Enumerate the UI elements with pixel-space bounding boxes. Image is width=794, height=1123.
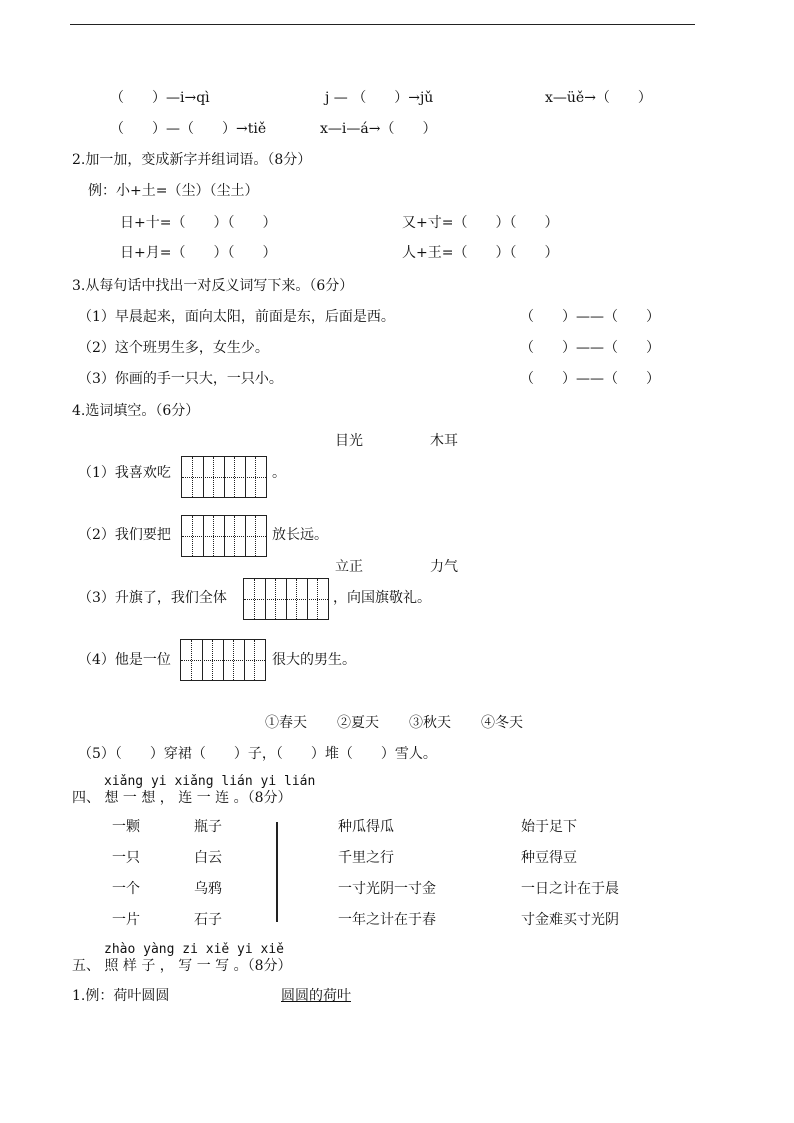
match-item[interactable]: 一个 xyxy=(112,881,140,897)
season-option: ③秋天 xyxy=(409,715,451,731)
match-item[interactable]: 一片 xyxy=(112,912,140,928)
match-item[interactable]: 一颗 xyxy=(112,819,140,835)
example-text: 例：小+土=（尘）（尘土） xyxy=(88,183,259,199)
word-choice: 力气 xyxy=(430,559,458,575)
match-item[interactable]: 种瓜得瓜 xyxy=(338,819,394,835)
sentence-end: ，向国旗敬礼。 xyxy=(333,590,431,606)
example-answer: 圆圆的荷叶 xyxy=(281,988,351,1004)
writing-grid[interactable] xyxy=(181,515,267,557)
sentence: （5）（ ）穿裙（ ）子，（ ）堆（ ）雪人。 xyxy=(78,746,437,762)
section-pinyin: xiǎng yi xiǎng lián yi lián xyxy=(104,774,316,789)
writing-grid[interactable] xyxy=(243,578,329,620)
match-item[interactable]: 一日之计在于晨 xyxy=(521,881,619,897)
match-item[interactable]: 一寸光阴一寸金 xyxy=(338,881,436,897)
column-divider xyxy=(276,822,278,922)
blank-item: 日+十=（ ）（ ） xyxy=(120,215,277,231)
writing-grid[interactable] xyxy=(181,456,267,498)
match-item[interactable]: 寸金难买寸光阴 xyxy=(521,912,619,928)
sentence: （2）我们要把 xyxy=(78,527,171,543)
pinyin-item: （ ）—（ ）→tiě xyxy=(110,121,267,137)
blank-item: 日+月=（ ）（ ） xyxy=(120,245,277,261)
answer-blank: （ ）——（ ） xyxy=(520,371,660,387)
word-choice: 目光 xyxy=(335,433,363,449)
question-title: 2.加一加，变成新字并组词语。（8分） xyxy=(72,152,312,168)
section-title: 五、 照 样 子 ， 写 一 写 。（8分） xyxy=(72,958,292,974)
sentence-end: 很大的男生。 xyxy=(272,652,356,668)
match-item[interactable]: 始于足下 xyxy=(521,819,577,835)
pinyin-item: j — （ ）→jǔ xyxy=(325,90,434,106)
match-item[interactable]: 一只 xyxy=(112,850,140,866)
match-item[interactable]: 千里之行 xyxy=(338,850,394,866)
word-choice: 木耳 xyxy=(430,433,458,449)
header-rule xyxy=(70,24,695,25)
match-item[interactable]: 白云 xyxy=(194,850,222,866)
sentence: （3）你画的手一只大，一只小。 xyxy=(78,371,283,387)
sentence: （1）早晨起来，面向太阳，前面是东，后面是西。 xyxy=(78,309,395,325)
writing-grid[interactable] xyxy=(180,639,266,681)
question-title: 3.从每句话中找出一对反义词写下来。（6分） xyxy=(72,278,354,294)
blank-item: 人+王=（ ）（ ） xyxy=(402,245,559,261)
match-item[interactable]: 乌鸦 xyxy=(194,881,222,897)
question-title: 4.选词填空。（6分） xyxy=(72,403,200,419)
section-pinyin: zhào yàng zi xiě yi xiě xyxy=(104,942,285,957)
pinyin-item: x—üě→（ ） xyxy=(545,90,652,106)
blank-item: 又+寸=（ ）（ ） xyxy=(402,215,559,231)
sentence: （4）他是一位 xyxy=(78,652,171,668)
season-option: ①春天 xyxy=(265,715,307,731)
example-label: 1.例：荷叶圆圆 xyxy=(72,988,170,1004)
pinyin-item: x—i—á→（ ） xyxy=(320,121,437,137)
match-item[interactable]: 瓶子 xyxy=(194,819,222,835)
match-item[interactable]: 种豆得豆 xyxy=(521,850,577,866)
sentence-end: 。 xyxy=(272,465,286,481)
word-choice: 立正 xyxy=(335,559,363,575)
match-item[interactable]: 石子 xyxy=(194,912,222,928)
section-title: 四、 想 一 想 ， 连 一 连 。（8分） xyxy=(72,790,292,806)
season-option: ④冬天 xyxy=(481,715,523,731)
match-item[interactable]: 一年之计在于春 xyxy=(338,912,436,928)
answer-blank: （ ）——（ ） xyxy=(520,309,660,325)
pinyin-item: （ ）—i→qì xyxy=(110,90,210,106)
sentence: （2）这个班男生多，女生少。 xyxy=(78,340,269,356)
sentence-end: 放长远。 xyxy=(272,527,328,543)
answer-blank: （ ）——（ ） xyxy=(520,340,660,356)
sentence: （1）我喜欢吃 xyxy=(78,465,171,481)
season-option: ②夏天 xyxy=(337,715,379,731)
sentence: （3）升旗了，我们全体 xyxy=(78,590,227,606)
